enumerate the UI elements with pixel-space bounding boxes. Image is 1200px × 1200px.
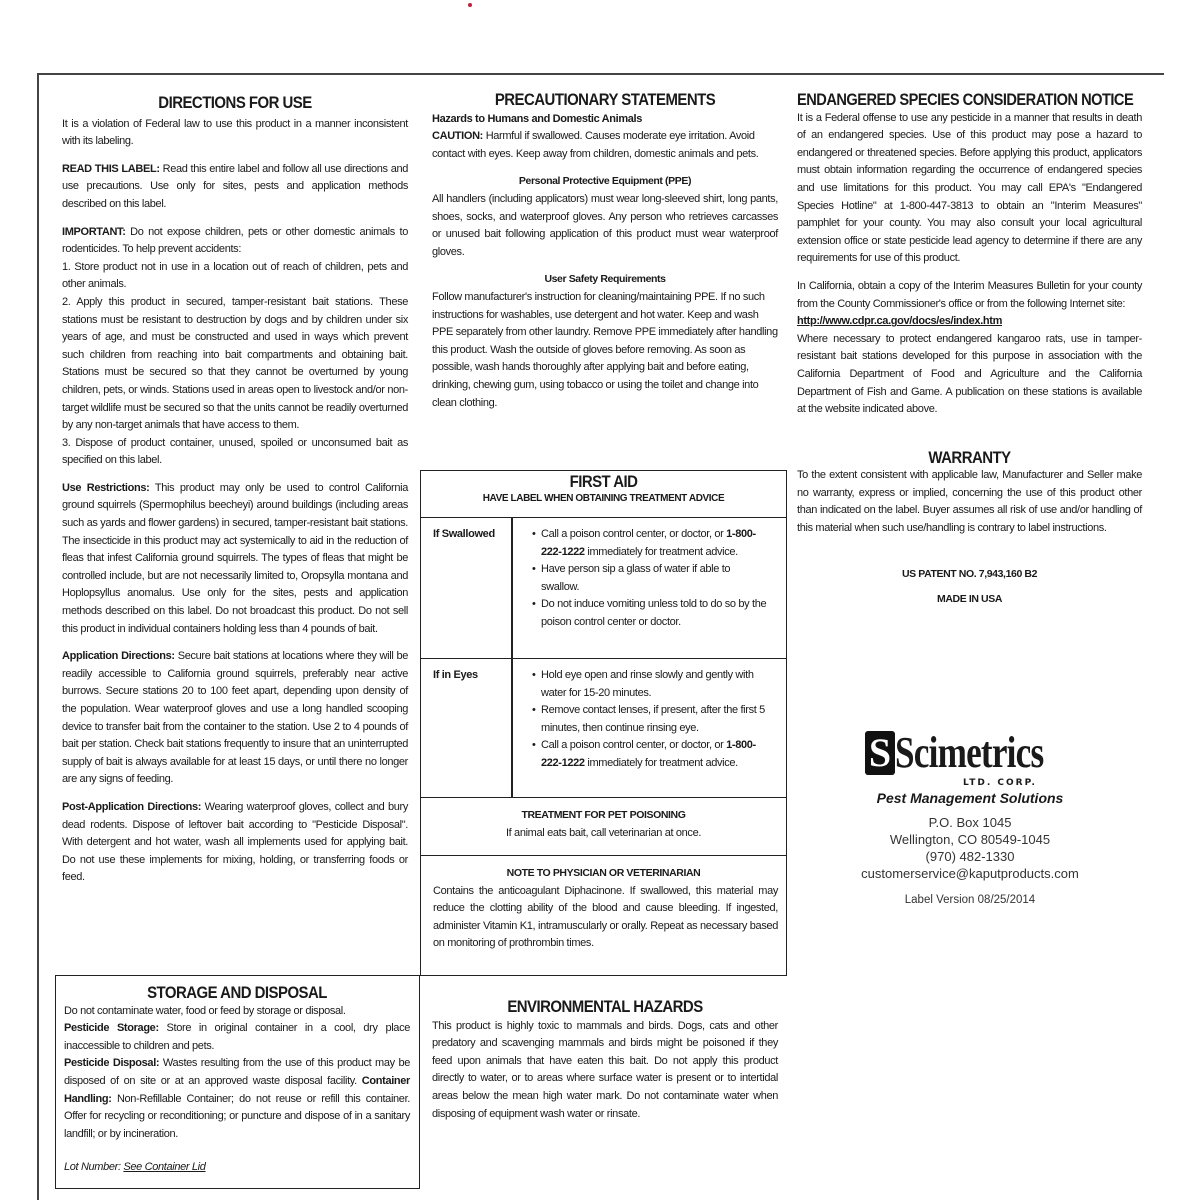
first-aid-subtitle: HAVE LABEL WHEN OBTAINING TREATMENT ADVICE bbox=[482, 493, 725, 504]
logo-subtitle: LTD. CORP. bbox=[963, 778, 1037, 788]
california-text: In California, obtain a copy of the Interim Measures Bulletin for your county from the County Commissioner's office or from the following Internet site: bbox=[797, 279, 1142, 310]
storage-box bbox=[55, 975, 420, 1189]
tagline: Pest Management Solutions bbox=[876, 790, 1064, 806]
instruction-text: immediately for treatment advice. bbox=[584, 545, 738, 558]
instruction-text: Call a poison control center, or doctor, or bbox=[541, 739, 727, 752]
pesticide-storage: Pesticide Storage: Store in original container in a cool, dry place inaccessible to children and pets. bbox=[64, 1022, 410, 1052]
patent-number: US PATENT NO. 7,943,160 B2 bbox=[901, 567, 1038, 580]
environmental-title: ENVIRONMENTAL HAZARDS bbox=[507, 997, 703, 1016]
first-aid-instruction bbox=[541, 702, 769, 737]
eyes-label: If in Eyes bbox=[433, 669, 478, 681]
cdpr-link[interactable]: http://www.cdpr.ca.gov/docs/es/index.htm bbox=[797, 315, 1003, 328]
first-aid-instruction bbox=[541, 596, 769, 631]
address-line-2: Wellington, CO 80549-1045 bbox=[889, 832, 1051, 847]
paragraph-lead: Application Directions: bbox=[62, 650, 175, 663]
directions-list-item: 3. Dispose of product container, unused, spoiled or unconsumed bait as specified on this label. bbox=[62, 436, 408, 467]
paragraph-text: Read this entire label and follow all use directions and use precautions. Use only for sites, pests and application methods described on this label. bbox=[62, 162, 408, 210]
environmental-text: This product is highly toxic to mammals and birds. Dogs, cats and other predatory and scavenging mammals and birds might be poisoned if they feed upon animals that have eaten this bait. Do not apply this product directly to water, or to areas where surface water is present or to intertidal areas below the mean high water mark. Do not contaminate water when disposing of equipment wash water or rinsate. bbox=[432, 1019, 778, 1120]
label-version: Label Version 08/25/2014 bbox=[904, 894, 1036, 906]
paragraph-lead: Post-Application Directions: bbox=[62, 800, 202, 813]
poison-control-phone: 1-800-222-1222 bbox=[541, 739, 756, 769]
paragraph-lead: IMPORTANT: bbox=[62, 225, 126, 238]
paragraph-text: This product may only be used to control California ground squirrels (Spermophilus beecheyi) around buildings (including areas such as yards and flower gardens) in secured, tamper-resistant bait stations. The insecticide in this product may act systemically to aid in the reduction of fleas that infest California ground squirrels. The types of fleas that might be controlled include, but are not necessarily limited to, Oropsylla montana and Hoplopsyllus anomalus. Use only for the sites, pests and application methods described on this label. Do not broadcast this product. Do not sell this product in individual containers holding less than 4 pounds of bait. bbox=[62, 481, 408, 635]
warranty-title: WARRANTY bbox=[928, 447, 1011, 467]
instruction-text: Remove contact lenses, if present, after the first 5 minutes, then continue rinsing eye. bbox=[541, 704, 765, 734]
paragraph-text: It is a violation of Federal law to use this product in a manner inconsistent with its labeling. bbox=[62, 117, 408, 148]
directions-paragraph bbox=[62, 116, 408, 151]
endangered-section bbox=[797, 91, 1142, 609]
left-border-line bbox=[37, 73, 39, 1200]
row-divider bbox=[511, 518, 513, 659]
scimetrics-logo: S Scimetrics bbox=[840, 728, 1100, 778]
phone: (970) 482-1330 bbox=[925, 849, 1015, 864]
pet-poisoning-row bbox=[421, 797, 786, 856]
warranty-text: To the extent consistent with applicable law, Manufacturer and Seller make no warranty, express or implied, concerning the use of this product other than indicated on the label. Buyer assumes all risk of use and/or handling of this material when such use/handling is contrary to label instructions. bbox=[797, 469, 1142, 535]
email: customerservice@kaputproducts.com bbox=[861, 866, 1079, 881]
logo-s-icon: S bbox=[865, 731, 895, 775]
paragraph-text: Secure bait stations at locations where they will be readily accessible to California ground squirrels, preferably near active burrows. Secure stations 20 to 100 feet apart, depending upon density of the population. Wear waterproof gloves and use a long handled scooping device to transfer bait from the container to the station. Use 2 to 4 pounds of bait per station. Check bait stations frequently to insure that an uninterrupted supply of bait is always available for at least 15 days, or until there no longer are any signs of feeding. bbox=[62, 650, 408, 786]
directions-list-item: 1. Store product not in use in a location out of reach of children, pets and other animals. bbox=[62, 260, 408, 291]
physician-note-row bbox=[421, 855, 786, 976]
directions-list-item: 2. Apply this product in secured, tamper-resistant bait stations. These stations must be resistant to destruction by dogs and by children under six years of age, and must be constructed and used in ways which prevent such children from reaching into bait compartments and obtaining bait. Stations must be secured so that they cannot be overturned by young children, pets, or winds. Stations used in areas open to livestock and/or non-target wildlife must be secured so that the units cannot be readily overturned by any non-target animals that have access to them. bbox=[62, 295, 408, 432]
directions-paragraph bbox=[62, 799, 408, 887]
first-aid-instruction bbox=[541, 561, 769, 596]
instruction-text: Hold eye open and rinse slowly and gently with water for 15-20 minutes. bbox=[541, 669, 754, 699]
pesticide-disposal: Pesticide Disposal: Wastes resulting from the use of this product may be disposed of on site or at an approved waste disposal facility. Container Handling: Non-Refillable Container; do not reuse or refill this container. Offer for recycling or reconditioning; or puncture and dispose of in a sanitary landfill; or by incineration. bbox=[64, 1057, 410, 1140]
eyes-row bbox=[421, 658, 786, 798]
note-text: Contains the anticoagulant Diphacinone. If swallowed, this material may reduce the clotting ability of the blood and cause bleeding. If ingested, administer Vitamin K1, intramuscularly or orally. Repeat as necessary based on monitoring of prothrombin times. bbox=[433, 884, 778, 950]
top-border-line bbox=[37, 73, 1164, 75]
red-mark bbox=[468, 3, 472, 7]
first-aid-title: FIRST AID bbox=[569, 472, 638, 491]
directions-paragraph bbox=[62, 648, 408, 789]
caution-text: CAUTION: Harmful if swallowed. Causes moderate eye irritation. Avoid contact with eyes. Keep away from children, domestic animals and pets. bbox=[432, 130, 759, 160]
kangaroo-rat-text: Where necessary to protect endangered kangaroo rats, use in tamper-resistant bait stations developed for this purpose in association with the California Department of Food and Agriculture and the California Department of Fish and Game. A publication on these stations is available at the website indicated above. bbox=[797, 332, 1142, 416]
directions-title: DIRECTIONS FOR USE bbox=[158, 93, 312, 112]
company-info bbox=[840, 728, 1100, 906]
directions-paragraph bbox=[62, 480, 408, 638]
hazards-heading: Hazards to Humans and Domestic Animals bbox=[432, 112, 643, 125]
made-in-usa: MADE IN USA bbox=[936, 593, 1003, 606]
safety-text: Follow manufacturer's instruction for cleaning/maintaining PPE. If no such instructions for washables, use detergent and hot water. Keep and wash PPE separately from other laundry. Remove PPE immediately after handling this product. Wash the outside of gloves before removing. As soon as possible, wash hands thoroughly after applying bait and before eating, drinking, chewing gum, using tobacco or using the toilet and change into clean clothing. bbox=[432, 290, 778, 409]
environmental-section bbox=[432, 998, 778, 1133]
note-heading: NOTE TO PHYSICIAN OR VETERINARIAN bbox=[506, 867, 701, 879]
precautionary-title: PRECAUTIONARY STATEMENTS bbox=[494, 90, 716, 109]
pet-text: If animal eats bait, call veterinarian at once. bbox=[505, 826, 702, 839]
first-aid-instruction bbox=[541, 667, 769, 702]
paragraph-text: Do not expose children, pets or other domestic animals to rodenticides. To help prevent accidents: bbox=[62, 225, 408, 256]
precautionary-section bbox=[432, 91, 778, 422]
row-divider bbox=[511, 659, 513, 798]
instruction-text: Call a poison control center, or doctor, or bbox=[541, 528, 727, 540]
directions-section bbox=[62, 94, 408, 897]
first-aid-instruction bbox=[541, 526, 769, 561]
paragraph-lead: Use Restrictions: bbox=[62, 481, 150, 494]
pet-heading: TREATMENT FOR PET POISONING bbox=[521, 809, 686, 821]
address-line-1: P.O. Box 1045 bbox=[928, 815, 1012, 830]
endangered-title: ENDANGERED SPECIES CONSIDERATION NOTICE bbox=[797, 90, 1134, 109]
instruction-text: Do not induce vomiting unless told to do so by the poison control center or doctor. bbox=[541, 598, 767, 628]
ppe-heading: Personal Protective Equipment (PPE) bbox=[518, 175, 692, 188]
first-aid-box bbox=[420, 470, 787, 976]
safety-heading: User Safety Requirements bbox=[544, 273, 666, 286]
endangered-text: It is a Federal offense to use any pesticide in a manner that results in death of an endangered species. Use of this product may pose a hazard to endangered or threatened species. Before applying this product, applicators must obtain information regarding the occurrence of endangered species and use limitations for this product. You may call EPA's "Endangered Species Hotline" at 1-800-447-3813 to obtain an "Interim Measures" pamphlet for your county. You may also consult your local agricultural extension office or state pesticide lead agency to determine if there are any requirements for use of this product. bbox=[797, 111, 1142, 265]
lot-number: Lot Number: See Container Lid bbox=[64, 1161, 206, 1174]
directions-paragraph bbox=[62, 224, 408, 259]
ppe-text: All handlers (including applicators) must wear long-sleeved shirt, long pants, shoes, socks, and waterproof gloves. Any person who retrieves carcasses or unused bait following application of this product must wear waterproof gloves. bbox=[432, 192, 778, 258]
first-aid-instruction bbox=[541, 737, 769, 772]
swallowed-row bbox=[421, 517, 786, 659]
poison-control-phone: 1-800-222-1222 bbox=[541, 528, 756, 558]
instruction-text: immediately for treatment advice. bbox=[584, 756, 738, 769]
directions-paragraph bbox=[62, 161, 408, 214]
storage-title: STORAGE AND DISPOSAL bbox=[147, 983, 327, 1002]
paragraph-lead: READ THIS LABEL: bbox=[62, 162, 160, 175]
swallowed-label: If Swallowed bbox=[433, 528, 495, 540]
instruction-text: Have person sip a glass of water if able to swallow. bbox=[541, 563, 731, 593]
paragraph-text: Wearing waterproof gloves, collect and bury dead rodents. Dispose of leftover bait according to "Pesticide Disposal". With detergent and hot water, wash all implements used for applying bait. Do not use these implements for mixing, holding, or transferring foods or feed. bbox=[62, 800, 409, 884]
storage-intro: Do not contaminate water, food or feed by storage or disposal. bbox=[64, 1004, 346, 1017]
